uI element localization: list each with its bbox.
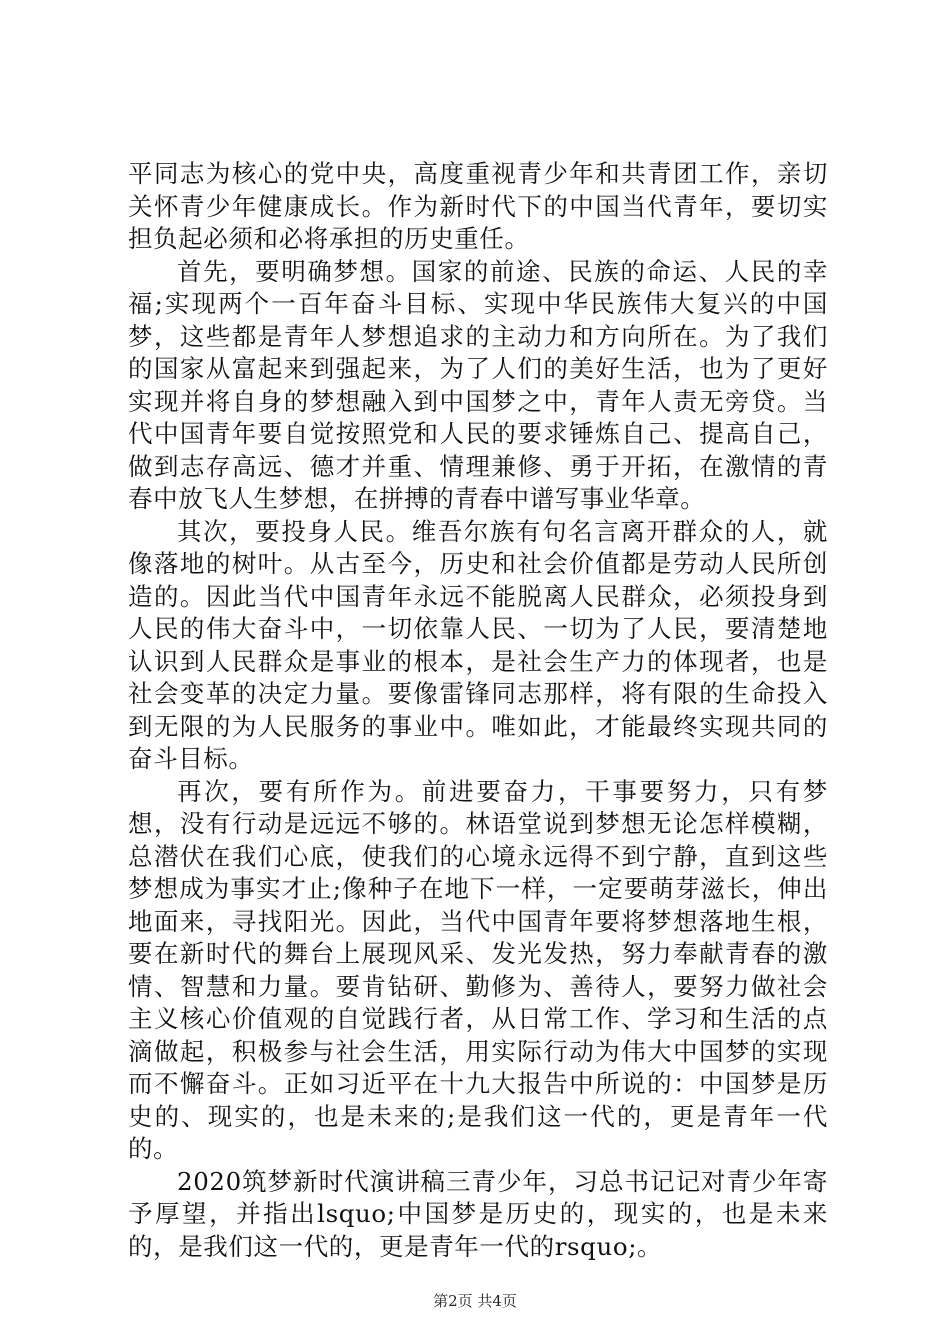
paragraph-speech-three: 2020筑梦新时代演讲稿三青少年，习总书记记对青少年寄予厚望，并指出lsquo;中国梦是历史的，现实的，也是未来的，是我们这一代的，更是青年一代的rsquo;。 bbox=[128, 1166, 828, 1261]
paragraph-continuation: 平同志为核心的党中央，高度重视青少年和共青团工作，亲切关怀青少年健康成长。作为新时代下的中国当代青年，要切实担负起必须和必将承担的历史重任。 bbox=[128, 159, 828, 253]
paragraph-action: 再次，要有所作为。前进要奋力，干事要努力，只有梦想，没有行动是远远不够的。林语堂说到梦想无论怎样模糊，总潜伏在我们心底，使我们的心境永远得不到宁静，直到这些梦想成为事实才止;像种子在地下一样，一定要萌芽滋长，伸出地面来，寻找阳光。因此，当代中国青年要将梦想落地生根，要在新时代的舞台上展现风采、发光发热，努力奉献青春的激情、智慧和力量。要肯钻研、勤修为、善待人，要努力做社会主义核心价值观的自觉践行者，从日常工作、学习和生活的点滴做起，积极参与社会生活，用实际行动为伟大中国梦的实现而不懈奋斗。正如习近平在十九大报告中所说的：中国梦是历史的、现实的，也是未来的;是我们这一代的，更是青年一代的。 bbox=[128, 776, 828, 1163]
paragraph-people: 其次，要投身人民。维吾尔族有句名言离开群众的人，就像落地的树叶。从古至今，历史和社会价值都是劳动人民所创造的。因此当代中国青年永远不能脱离人民群众，必须投身到人民的伟大奋斗中，一切依靠人民、一切为了人民，要清楚地认识到人民群众是事业的根本，是社会生产力的体现者，也是社会变革的决定力量。要像雷锋同志那样，将有限的生命投入到无限的为人民服务的事业中。唯如此，才能最终实现共同的奋斗目标。 bbox=[128, 516, 828, 773]
document-body bbox=[128, 158, 828, 1263]
page-footer bbox=[0, 1291, 950, 1311]
page-number: 第2页 bbox=[433, 1292, 473, 1310]
page-total: 共4页 bbox=[477, 1292, 517, 1310]
paragraph-dream: 首先，要明确梦想。国家的前途、民族的命运、人民的幸福;实现两个一百年奋斗目标、实现中华民族伟大复兴的中国梦，这些都是青年人梦想追求的主动力和方向所在。为了我们的国家从富起来到强起来，为了人们的美好生活，也为了更好实现并将自身的梦想融入到中国梦之中，青年人责无旁贷。当代中国青年要自觉按照党和人民的要求锤炼自己、提高自己，做到志存高远、德才并重、情理兼修、勇于开拓，在激情的青春中放飞人生梦想，在拼搏的青春中谱写事业华章。 bbox=[128, 256, 828, 513]
